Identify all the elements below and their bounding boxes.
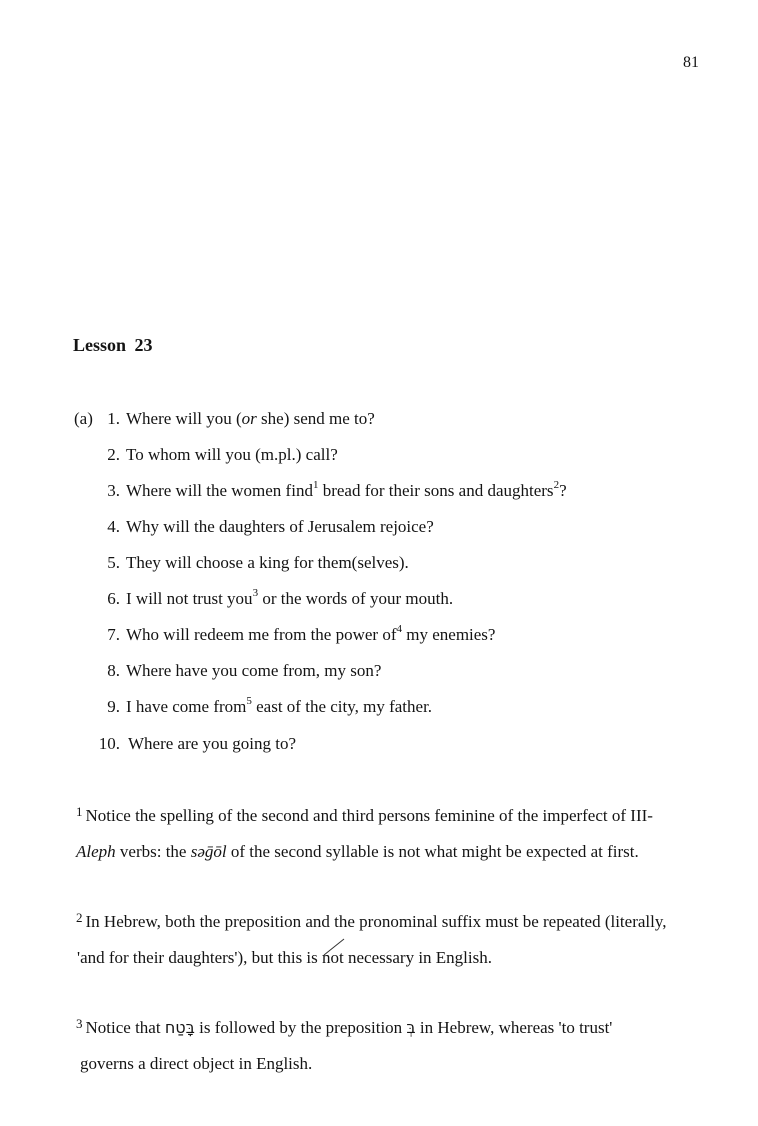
handwritten-slash-mark [322, 938, 346, 956]
text-run: verbs: the [115, 842, 191, 861]
exercise-number: 3. [107, 481, 120, 500]
footnote-marker: 2 [76, 910, 83, 925]
exercise-number: 5. [107, 553, 120, 572]
exercise-number: 9. [107, 697, 120, 716]
footnote-line [76, 806, 653, 826]
exercise-number: 2. [107, 445, 120, 464]
text-run: she) send me to? [256, 409, 375, 428]
text-run: Where will the women find [126, 481, 313, 500]
exercise-text [126, 445, 338, 465]
hebrew-word: בְּ [406, 1018, 416, 1037]
text-run: or the words of your mouth. [258, 589, 454, 608]
text-run: in Hebrew, whereas 'to trust' [415, 1018, 613, 1037]
exercise-number: 8. [107, 661, 120, 680]
text-run: east of the city, my father. [251, 697, 433, 716]
footnote-line [76, 842, 639, 862]
text-run: Where are you going to? [128, 734, 297, 753]
footnote-reference: 2 [553, 479, 560, 492]
text-run: Where will you ( [126, 409, 242, 428]
exercise-section-label: (a) [74, 409, 93, 428]
text-run: 'and for their daughters'), but this is not necessary in English. [77, 948, 492, 967]
lesson-title: Lesson 23 [73, 335, 153, 355]
exercise-number: 7. [107, 625, 120, 644]
footnote-line [77, 948, 492, 968]
text-run: Aleph [76, 842, 116, 861]
footnote-marker: 1 [76, 804, 83, 819]
text-run: my enemies? [402, 625, 496, 644]
exercise-number: 1. [107, 409, 120, 428]
text-run: I have come from [126, 697, 247, 716]
footnote-line [76, 912, 667, 932]
page-number: 81 [683, 54, 699, 71]
exercise-text [128, 734, 296, 754]
footnote-line [76, 1018, 612, 1038]
exercise-text [126, 481, 567, 501]
footnote-marker: 3 [76, 1016, 83, 1031]
footnote-line [80, 1054, 312, 1074]
text-run: Notice that [85, 1018, 165, 1037]
exercise-text [126, 517, 434, 537]
text-run: governs a direct object in English. [80, 1054, 313, 1073]
text-run: bread for their sons and daughters [318, 481, 554, 500]
exercise-text [126, 553, 409, 573]
exercise-number: 10. [98, 734, 120, 753]
footnote-reference: 5 [246, 695, 252, 708]
exercise-text [126, 589, 453, 609]
text-run: They will choose a king for them(selves). [126, 553, 409, 572]
text-run: I will not trust you [126, 589, 253, 608]
exercise-text [126, 697, 432, 717]
text-run: Why will the daughters of Jerusalem rejoice? [126, 517, 434, 536]
text-run: ? [559, 481, 567, 500]
footnote-reference: 4 [396, 623, 402, 636]
exercise-number: 4. [107, 517, 120, 536]
text-run: To whom will you (m.pl.) call? [126, 445, 338, 464]
exercise-number: 6. [107, 589, 120, 608]
footnote-reference: 1 [312, 479, 319, 492]
text-run: or [241, 409, 257, 428]
text-run: səḡōl [190, 842, 227, 861]
exercise-text [126, 625, 495, 645]
footnote-reference: 3 [252, 587, 259, 600]
text-run: Notice the spelling of the second and third persons feminine of the imperfect of III- [85, 806, 653, 825]
exercise-text [126, 409, 375, 429]
text-run: is followed by the preposition [194, 1018, 407, 1037]
text-run: of the second syllable is not what might be expected at first. [226, 842, 639, 861]
text-run: Where have you come from, my son? [126, 661, 382, 680]
hebrew-word: בָּטַח [164, 1018, 195, 1037]
text-run: In Hebrew, both the preposition and the pronominal suffix must be repeated (literally, [85, 912, 667, 931]
exercise-text [126, 661, 381, 681]
text-run: Who will redeem me from the power of [126, 625, 397, 644]
